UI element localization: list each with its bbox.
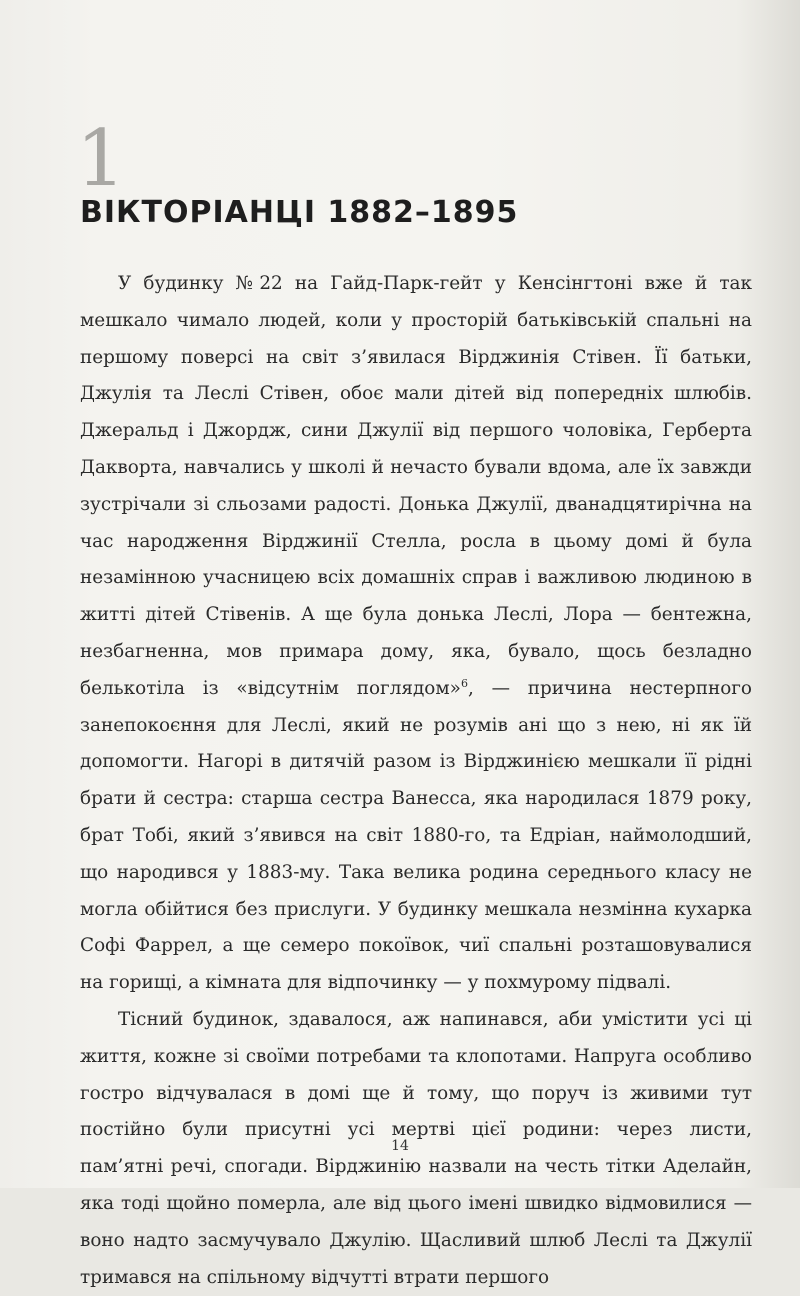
paragraph-1-text-a: У будинку №22 на Гайд-Парк-гейт у Кенсінгтоні вже й так мешкало чимало людей, коли у просторій батьківській спальні на першому поверсі на світ з’явилася Вірджинія Стівен. Її батьки, Джулія та Леслі Стівен, обоє мали дітей від попередніх шлюбів. Джеральд і Джордж, сини Джулії від першого чоловіка, Герберта Дакворта, навчались у школі й нечасто бували вдома, але їх завжди зустрічали зі сльозами радості. Донька Джулії, дванадцятирічна на час народження Вірджинії Стелла, росла в цьому домі й була незамінною учасницею всіх домашніх справ і важливою людиною в житті дітей Стівенів. А ще була донька Леслі, Лора — бентежна, незбагненна, мов примара дому, яка, бувало, щось безладно белькотіла із «відсутнім поглядом»	[80, 273, 752, 699]
paragraph-1-text-b: , — причина нестерпного занепокоєння для Леслі, який не розумів ані що з нею, ні як їй допомогти. Нагорі в дитячій разом із Вірджинією мешкали її рідні брати й сестра: старша сестра Ванесса, яка народилася 1879 року, брат Тобі, який з’явився на світ 1880-го, та Едріан, наймолодший, що народився у 1883-му. Така велика родина середнього класу не могла обійтися без прислуги. У будинку мешкала незмінна кухарка Софі Фаррел, а ще семеро покоївок, чиї спальні розташовувалися на горищі, а кімната для відпочинку — у похмурому підвалі.	[80, 677, 753, 994]
page-number: 14	[391, 1138, 409, 1154]
chapter-title: ВІКТОРІАНЦІ 1882–1895	[80, 195, 519, 230]
footnote-marker[interactable]: 6	[460, 676, 468, 690]
paragraph-1	[80, 266, 752, 1002]
chapter-number: 1	[76, 114, 126, 204]
paragraph-2: Тісний будинок, здавалося, аж напинався, аби умістити усі ці життя, кожне зі своїми потребами та клопотами. Напруга особливо гостро відчувалася в домі ще й тому, що поруч із живими тут постійно були присутні усі мертві цієї родини: через листи, пам’ятні речі, спогади. Вірджинію назвали на честь тітки Аделайн, яка тоді щойно померла, але від цього імені швидко відмовилися — воно надто засмучувало Джулію. Щасливий шлюб Леслі та Джулії тримався на спільному відчутті втрати першого	[80, 1008, 752, 1288]
